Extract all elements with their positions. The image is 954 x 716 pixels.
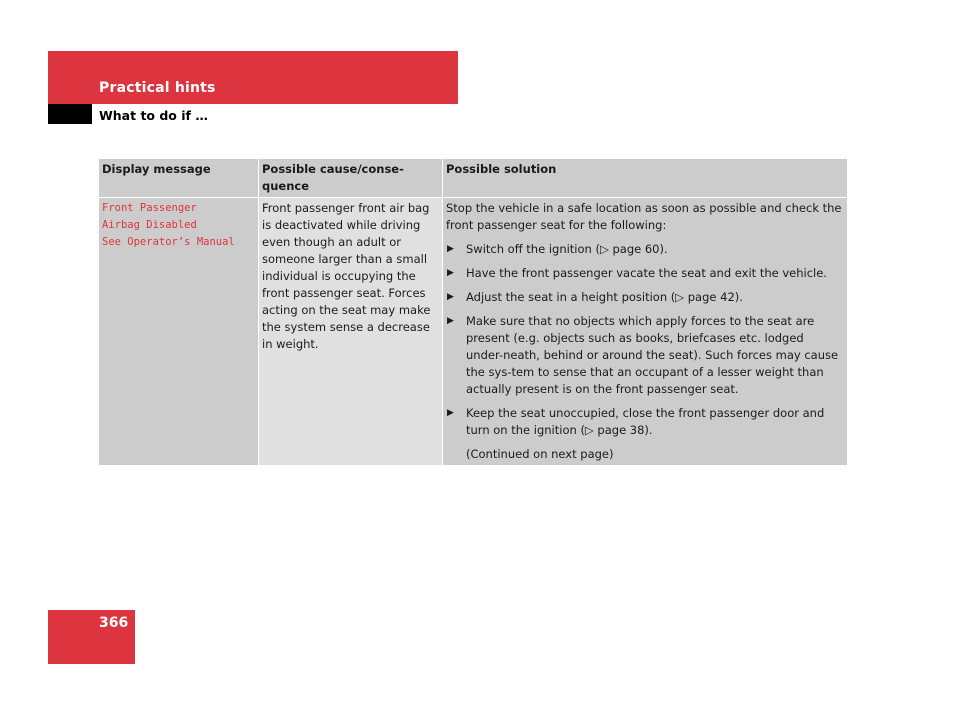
- column-header-possible-cause-line-2: quence: [262, 179, 310, 193]
- solution-step: [446, 313, 844, 398]
- display-message-line: Airbag Disabled: [102, 219, 197, 231]
- solution-step: [446, 265, 844, 282]
- solution-step-text: Keep the seat unoccupied, close the front passenger door and turn on the ignition (▷ page 38).: [466, 406, 825, 437]
- bullet-arrow-icon: ▶: [447, 268, 454, 278]
- solution-step: [446, 289, 844, 306]
- solution-step-text: Adjust the seat in a height position (▷ page 42).: [466, 290, 743, 304]
- possible-cause-cell: [259, 198, 442, 465]
- bullet-arrow-icon: ▶: [447, 244, 454, 254]
- column-header-possible-cause-line-1: Possible cause/conse-: [262, 162, 404, 176]
- display-message-line: See Operator’s Manual: [102, 236, 235, 248]
- section-marker: [48, 104, 92, 124]
- bullet-arrow-icon: ▶: [447, 316, 454, 326]
- display-message-table: [99, 159, 847, 465]
- section-title: Practical hints: [99, 80, 216, 96]
- column-header-display-message: Display message: [99, 159, 258, 197]
- header-band: [48, 51, 458, 104]
- bullet-arrow-icon: ▶: [447, 292, 454, 302]
- page-number: 366: [99, 615, 129, 631]
- solution-intro: Stop the vehicle in a safe location as soon as possible and check the front passenger seat for the following:: [446, 201, 842, 232]
- solution-step: [446, 241, 844, 258]
- bullet-arrow-icon: ▶: [447, 408, 454, 418]
- continued-note: (Continued on next page): [466, 447, 614, 461]
- solution-step-text: Switch off the ignition (▷ page 60).: [466, 242, 668, 256]
- column-header-possible-solution: Possible solution: [443, 159, 847, 197]
- solution-step: [446, 405, 844, 439]
- solution-step-text: Have the front passenger vacate the seat and exit the vehicle.: [466, 266, 827, 280]
- subsection-title: What to do if …: [99, 108, 208, 123]
- display-message-cell: [99, 198, 258, 465]
- possible-solution-cell: [443, 198, 847, 465]
- solution-step-text: Make sure that no objects which apply forces to the seat are present (e.g. objects such as books, briefcases etc. lodged under-neath, behind or around the seat). Such forces may cause the sys-tem to sense that an occupant of a lesser weight than actually present is on the front passenger seat.: [466, 314, 839, 396]
- display-message-line: Front Passenger: [102, 202, 197, 214]
- possible-cause-text: Front passenger front air bag is deactivated while driving even though an adult or someone larger than a small individual is occupying the front passenger seat. Forces acting on the seat may make the system sense a decrease in weight.: [262, 201, 431, 351]
- column-header-possible-cause: [259, 159, 442, 197]
